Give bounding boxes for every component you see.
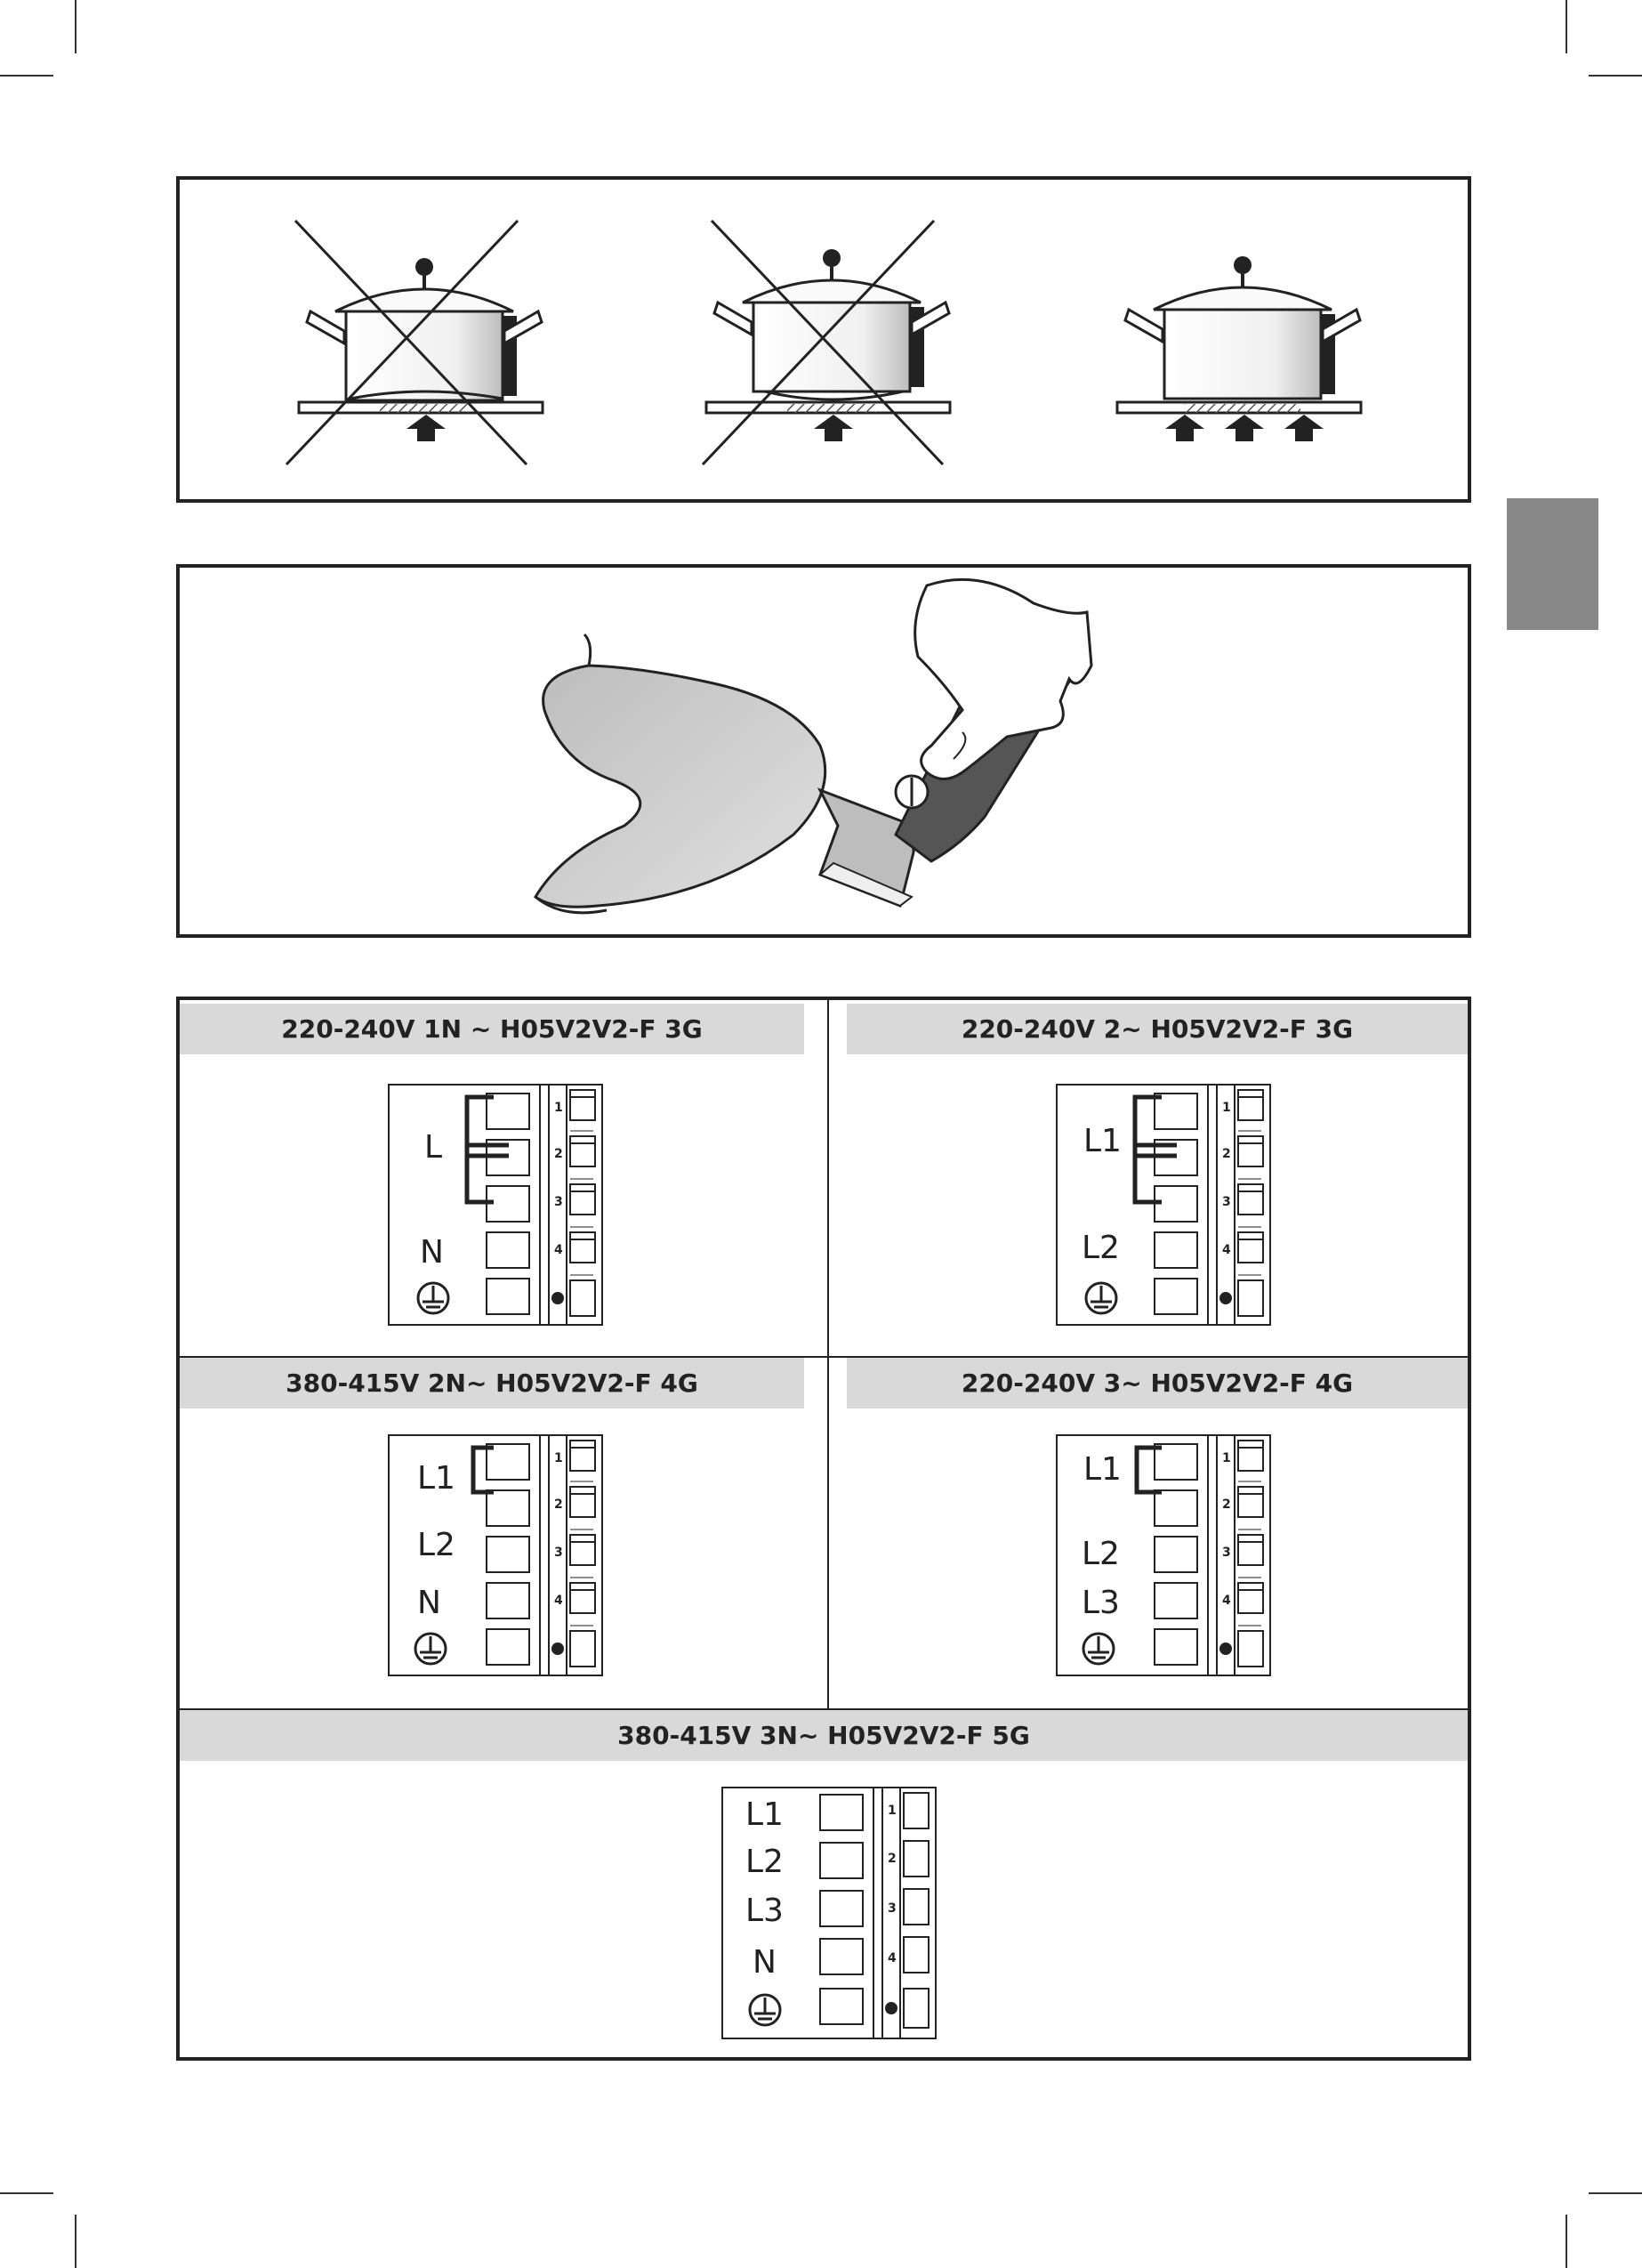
terminal-label: L1 (417, 1460, 455, 1497)
terminal-number: 2 (554, 1497, 563, 1512)
terminal-number: 3 (554, 1546, 563, 1560)
terminal-number: 1 (554, 1451, 563, 1465)
diagram-5-header: 380-415V 3N~ H05V2V2-F 5G (180, 1710, 1468, 1761)
crop-mark (75, 0, 76, 53)
terminal-label: L2 (1082, 1230, 1120, 1266)
ground-icon (418, 1283, 448, 1313)
crop-mark (1566, 0, 1567, 53)
diagram-1-header: 220-240V 1N ~ H05V2V2-F 3G (180, 1004, 804, 1054)
ground-icon (1086, 1283, 1116, 1313)
terminal-label: L3 (745, 1893, 784, 1929)
terminal-label: L1 (1083, 1123, 1122, 1159)
terminal-label: L (424, 1129, 443, 1166)
terminal-number: 2 (888, 1852, 897, 1866)
scraper-panel (176, 564, 1471, 938)
terminal-label: L2 (417, 1527, 455, 1563)
terminal-label: L1 (1083, 1451, 1122, 1488)
terminal-label: N (753, 1944, 777, 1981)
terminal-number: 4 (1222, 1594, 1231, 1608)
terminal-number: 2 (554, 1147, 563, 1161)
pan-placement-panel (176, 176, 1471, 503)
terminal-block-diagram-2 (1057, 1085, 1270, 1325)
terminal-number: 1 (888, 1804, 897, 1818)
terminal-number: 3 (1222, 1195, 1231, 1209)
terminal-label: N (417, 1585, 441, 1621)
ground-icon (415, 1634, 446, 1664)
pan-concave-crossed-icon (286, 221, 543, 464)
wiring-panel (176, 997, 1471, 2061)
terminal-number: 4 (554, 1243, 563, 1257)
terminal-label: N (420, 1234, 444, 1271)
diagram-2-header: 220-240V 2~ H05V2V2-F 3G (847, 1004, 1468, 1054)
terminal-number: 4 (554, 1594, 563, 1608)
terminal-number: 2 (1222, 1147, 1231, 1161)
diagram-4-header: 220-240V 3~ H05V2V2-F 4G (847, 1358, 1468, 1408)
terminal-label: L1 (745, 1796, 784, 1833)
crop-mark (1589, 2192, 1642, 2194)
section-tab (1507, 498, 1598, 630)
crop-mark (0, 75, 53, 77)
ground-icon (750, 1995, 780, 2025)
terminal-label: L2 (745, 1844, 784, 1880)
crop-mark (75, 2215, 76, 2268)
terminal-number: 3 (554, 1195, 563, 1209)
hand-with-glass-scraper-icon (180, 568, 1475, 941)
terminal-number: 1 (1222, 1451, 1231, 1465)
terminal-label: L3 (1082, 1585, 1120, 1621)
terminal-number: 3 (888, 1901, 897, 1916)
crop-mark (1566, 2215, 1567, 2268)
terminal-label: L2 (1082, 1536, 1120, 1572)
crop-mark (1589, 75, 1642, 77)
terminal-number: 1 (554, 1101, 563, 1115)
crop-mark (0, 2192, 53, 2194)
terminal-number: 4 (888, 1951, 897, 1965)
terminal-block-diagram-3 (389, 1435, 602, 1675)
terminal-block-diagram-4 (1057, 1435, 1270, 1675)
diagram-3-header: 380-415V 2N~ H05V2V2-F 4G (180, 1358, 804, 1408)
terminal-block-diagram-1 (389, 1085, 602, 1325)
ground-icon (1083, 1634, 1114, 1664)
terminal-number: 2 (1222, 1497, 1231, 1512)
terminal-number: 1 (1222, 1101, 1231, 1115)
pan-flat-correct-icon (1117, 256, 1361, 441)
terminal-block-diagram-5 (722, 1788, 936, 2038)
terminal-number: 4 (1222, 1243, 1231, 1257)
pan-convex-crossed-icon (703, 221, 950, 464)
terminal-number: 3 (1222, 1546, 1231, 1560)
